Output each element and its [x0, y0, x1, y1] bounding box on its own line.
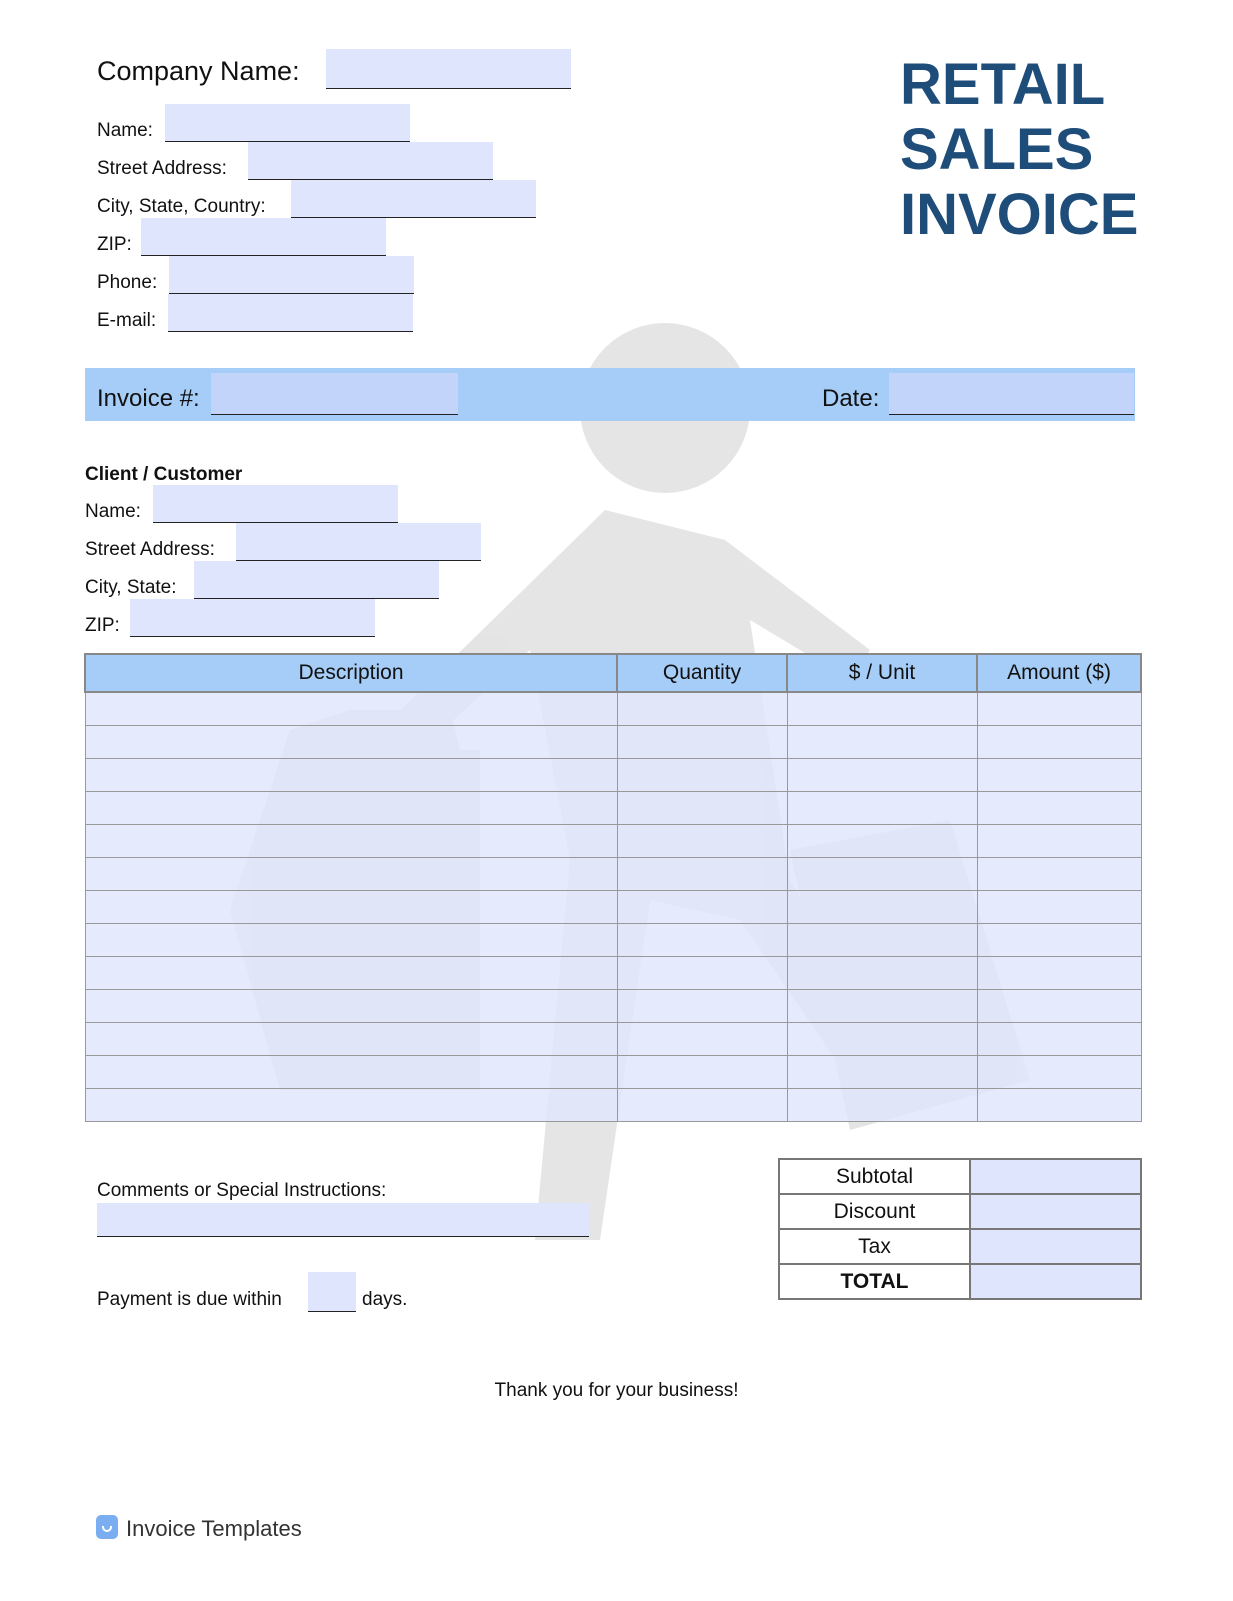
item-quantity-cell[interactable]	[617, 1023, 787, 1056]
item-unit-price-cell[interactable]	[787, 957, 977, 990]
seller-phone-label: Phone:	[97, 272, 158, 293]
invoice-number-field[interactable]	[211, 373, 458, 415]
item-unit-price-cell[interactable]	[787, 990, 977, 1023]
title-line-1: RETAIL	[900, 52, 1106, 117]
item-unit-price-cell[interactable]	[787, 792, 977, 825]
comments-field[interactable]	[97, 1203, 589, 1237]
client-zip-field[interactable]	[130, 599, 375, 637]
item-quantity-cell[interactable]	[617, 990, 787, 1023]
totals-body	[779, 1159, 1141, 1299]
title-line-3: INVOICE	[900, 182, 1139, 247]
seller-city-field[interactable]	[291, 180, 536, 218]
items-header-row	[85, 654, 1141, 692]
table-row	[85, 858, 1141, 891]
item-amount-cell[interactable]	[977, 1089, 1141, 1122]
comments-label: Comments or Special Instructions:	[97, 1180, 387, 1201]
seller-zip-field[interactable]	[141, 218, 386, 256]
item-quantity-cell[interactable]	[617, 825, 787, 858]
company-name-label: Company Name:	[97, 56, 300, 86]
item-quantity-cell[interactable]	[617, 726, 787, 759]
item-amount-cell[interactable]	[977, 1023, 1141, 1056]
item-unit-price-cell[interactable]	[787, 924, 977, 957]
item-unit-price-cell[interactable]	[787, 1056, 977, 1089]
item-description-cell[interactable]	[85, 1089, 617, 1122]
item-quantity-cell[interactable]	[617, 1056, 787, 1089]
item-unit-price-cell[interactable]	[787, 692, 977, 726]
payment-days-field[interactable]	[308, 1272, 356, 1312]
item-unit-price-cell[interactable]	[787, 726, 977, 759]
date-label: Date:	[822, 385, 880, 412]
invoice-number-label: Invoice #:	[97, 385, 200, 412]
item-unit-price-cell[interactable]	[787, 858, 977, 891]
item-quantity-cell[interactable]	[617, 792, 787, 825]
item-description-cell[interactable]	[85, 858, 617, 891]
thank-you-note: Thank you for your business!	[494, 1380, 739, 1401]
item-quantity-cell[interactable]	[617, 692, 787, 726]
item-quantity-cell[interactable]	[617, 1089, 787, 1122]
item-description-cell[interactable]	[85, 891, 617, 924]
seller-city-label: City, State, Country:	[97, 196, 266, 217]
seller-street-field[interactable]	[248, 142, 493, 180]
totals-value-total[interactable]	[970, 1264, 1141, 1299]
item-amount-cell[interactable]	[977, 825, 1141, 858]
payment-suffix: days.	[362, 1289, 408, 1310]
client-street-label: Street Address:	[85, 539, 215, 560]
item-amount-cell[interactable]	[977, 990, 1141, 1023]
items-body	[85, 692, 1141, 1122]
column-header-description: Description	[85, 654, 617, 692]
totals-label-subtotal: Subtotal	[779, 1159, 970, 1194]
item-amount-cell[interactable]	[977, 759, 1141, 792]
item-description-cell[interactable]	[85, 726, 617, 759]
totals-value-subtotal[interactable]	[970, 1159, 1141, 1194]
table-row	[85, 891, 1141, 924]
column-header-unit-price: $ / Unit	[787, 654, 977, 692]
item-description-cell[interactable]	[85, 759, 617, 792]
totals-row	[779, 1194, 1141, 1229]
table-row	[85, 759, 1141, 792]
date-field[interactable]	[889, 373, 1134, 415]
totals-label-total: TOTAL	[779, 1264, 970, 1299]
table-row	[85, 1023, 1141, 1056]
table-row	[85, 792, 1141, 825]
column-header-amount: Amount ($)	[977, 654, 1141, 692]
item-amount-cell[interactable]	[977, 692, 1141, 726]
item-quantity-cell[interactable]	[617, 957, 787, 990]
item-quantity-cell[interactable]	[617, 924, 787, 957]
totals-label-tax: Tax	[779, 1229, 970, 1264]
totals-row	[779, 1159, 1141, 1194]
seller-name-label: Name:	[97, 120, 153, 141]
item-amount-cell[interactable]	[977, 1056, 1141, 1089]
item-amount-cell[interactable]	[977, 858, 1141, 891]
column-header-quantity: Quantity	[617, 654, 787, 692]
client-zip-label: ZIP:	[85, 615, 120, 636]
document-title	[900, 52, 1139, 247]
table-row	[85, 825, 1141, 858]
seller-name-field[interactable]	[165, 104, 410, 142]
item-description-cell[interactable]	[85, 825, 617, 858]
seller-email-label: E-mail:	[97, 310, 157, 331]
seller-email-field[interactable]	[168, 294, 413, 332]
totals-row	[779, 1264, 1141, 1299]
item-quantity-cell[interactable]	[617, 858, 787, 891]
item-unit-price-cell[interactable]	[787, 825, 977, 858]
table-row	[85, 990, 1141, 1023]
client-city-field[interactable]	[194, 561, 439, 599]
item-amount-cell[interactable]	[977, 924, 1141, 957]
item-amount-cell[interactable]	[977, 726, 1141, 759]
totals-value-tax[interactable]	[970, 1229, 1141, 1264]
seller-street-label: Street Address:	[97, 158, 227, 179]
item-description-cell[interactable]	[85, 957, 617, 990]
item-description-cell[interactable]	[85, 990, 617, 1023]
item-description-cell[interactable]	[85, 692, 617, 726]
totals-label-discount: Discount	[779, 1194, 970, 1229]
item-description-cell[interactable]	[85, 1023, 617, 1056]
table-row	[85, 726, 1141, 759]
seller-zip-label: ZIP:	[97, 234, 132, 255]
item-amount-cell[interactable]	[977, 792, 1141, 825]
item-description-cell[interactable]	[85, 924, 617, 957]
item-unit-price-cell[interactable]	[787, 891, 977, 924]
table-row	[85, 957, 1141, 990]
seller-phone-field[interactable]	[169, 256, 414, 294]
totals-value-discount[interactable]	[970, 1194, 1141, 1229]
client-city-label: City, State:	[85, 577, 177, 598]
totals-row	[779, 1229, 1141, 1264]
item-amount-cell[interactable]	[977, 891, 1141, 924]
client-name-field[interactable]	[153, 485, 398, 523]
client-street-field[interactable]	[236, 523, 481, 561]
client-name-label: Name:	[85, 501, 141, 522]
item-unit-price-cell[interactable]	[787, 759, 977, 792]
item-amount-cell[interactable]	[977, 957, 1141, 990]
table-row	[85, 1056, 1141, 1089]
totals-table	[778, 1158, 1142, 1300]
client-heading: Client / Customer	[85, 464, 243, 485]
item-description-cell[interactable]	[85, 1056, 617, 1089]
table-row	[85, 692, 1141, 726]
brand-name: Invoice Templates	[126, 1516, 302, 1541]
item-quantity-cell[interactable]	[617, 759, 787, 792]
items-table	[84, 653, 1142, 1122]
title-line-2: SALES	[900, 117, 1094, 182]
company-name-field[interactable]	[326, 49, 571, 89]
item-quantity-cell[interactable]	[617, 891, 787, 924]
item-unit-price-cell[interactable]	[787, 1023, 977, 1056]
invoice-templates-logo-icon	[96, 1515, 118, 1539]
table-row	[85, 924, 1141, 957]
item-unit-price-cell[interactable]	[787, 1089, 977, 1122]
item-description-cell[interactable]	[85, 792, 617, 825]
payment-prefix: Payment is due within	[97, 1289, 282, 1310]
table-row	[85, 1089, 1141, 1122]
